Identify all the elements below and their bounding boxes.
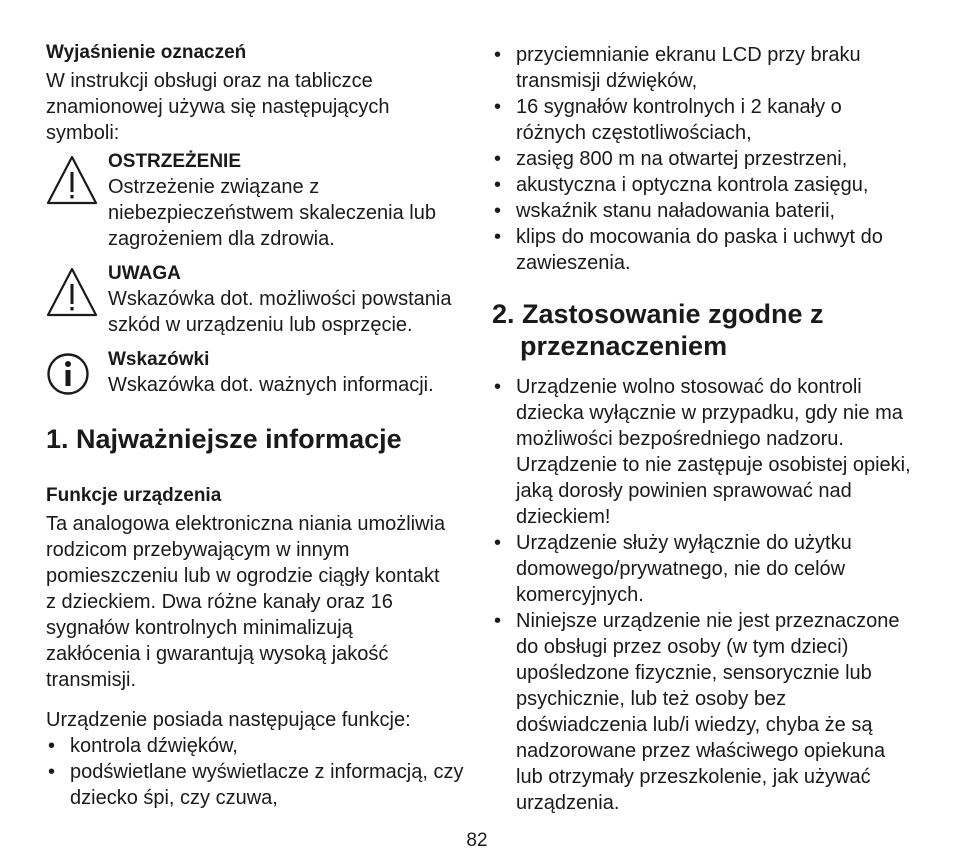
features-list-right: [492, 42, 912, 276]
symbol-body: Wskazówka dot. ważnych informacji.: [108, 374, 434, 396]
symbols-intro: W instrukcji obsługi oraz na tabliczce znamionowej używa się następujących symboli:: [46, 70, 390, 144]
list-item: • kontrola dźwięków,: [46, 733, 466, 759]
symbol-title: UWAGA: [108, 263, 181, 284]
list-item: • 16 sygnałów kontrolnych i 2 kanały o różnych częstotliwościach,: [492, 94, 912, 146]
list-item: • Niniejsze urządzenie nie jest przeznaczone do obsługi przez osoby (w tym dzieci) upośledzone fizycznie, sensorycznie lub psychicznie, lub też osoby bez doświadczenia lub/i wiedzy, chyba że są nadzorowane przez właściwego opiekuna lub otrzymały przeszkolenie, jak używać urządzenia.: [492, 608, 912, 816]
list-item: • klips do mocowania do paska i uchwyt do zawieszenia.: [492, 224, 912, 276]
symbol-body: Ostrzeżenie związane z niebezpieczeństwem skaleczenia lub zagrożeniem dla zdrowia.: [108, 176, 436, 250]
right-column: [492, 42, 912, 816]
functions-heading: Funkcje urządzenia: [46, 485, 222, 506]
symbol-warning: [46, 150, 466, 252]
section-2-title: 2. Zastosowanie zgodne z przeznaczeniem: [492, 299, 824, 361]
symbol-title: Wskazówki: [108, 349, 210, 370]
symbols-heading: Wyjaśnienie oznaczeń: [46, 42, 247, 63]
usage-list: [492, 374, 912, 816]
list-item: • Urządzenie wolno stosować do kontroli dziecka wyłącznie w przypadku, gdy nie ma możliwości bezpośredniego nadzoru. Urządzenie to nie zastępuje osobistej opieki, jaką dorosły powinien sprawować nad dzieckiem!: [492, 374, 912, 530]
features-intro: Urządzenie posiada następujące funkcje:: [46, 709, 411, 731]
symbol-body: Wskazówka dot. możliwości powstania szkód w urządzeniu lub osprzęcie.: [108, 288, 452, 336]
symbol-caution: [46, 262, 466, 338]
list-item: • zasięg 800 m na otwartej przestrzeni,: [492, 146, 912, 172]
page-number: 82: [466, 830, 488, 851]
symbol-title: OSTRZEŻENIE: [108, 151, 242, 172]
list-item: • Urządzenie służy wyłącznie do użytku domowego/prywatnego, nie do celów komercyjnych.: [492, 530, 912, 608]
section-1-title: 1. Najważniejsze informacje: [46, 424, 402, 454]
warning-triangle-icon: [46, 150, 98, 252]
left-column: [46, 40, 466, 811]
info-circle-icon: [46, 348, 98, 401]
warning-triangle-icon: [46, 262, 98, 338]
list-item: • akustyczna i optyczna kontrola zasięgu,: [492, 172, 912, 198]
symbol-info: [46, 348, 466, 401]
list-item: • przyciemnianie ekranu LCD przy braku transmisji dźwięków,: [492, 42, 912, 94]
list-item: • podświetlane wyświetlacze z informacją, czy dziecko śpi, czy czuwa,: [46, 759, 466, 811]
functions-paragraph: Ta analogowa elektroniczna niania umożliwia rodzicom przebywającym w innym pomieszczeniu lub w ogrodzie ciągły kontakt z dzieckiem. Dwa różne kanały oraz 16 sygnałów kontrolnych minimalizują zakłócenia i gwarantują wysoką jakość transmisji.: [46, 513, 446, 691]
features-list-left: [46, 733, 466, 811]
list-item: • wskaźnik stanu naładowania baterii,: [492, 198, 912, 224]
